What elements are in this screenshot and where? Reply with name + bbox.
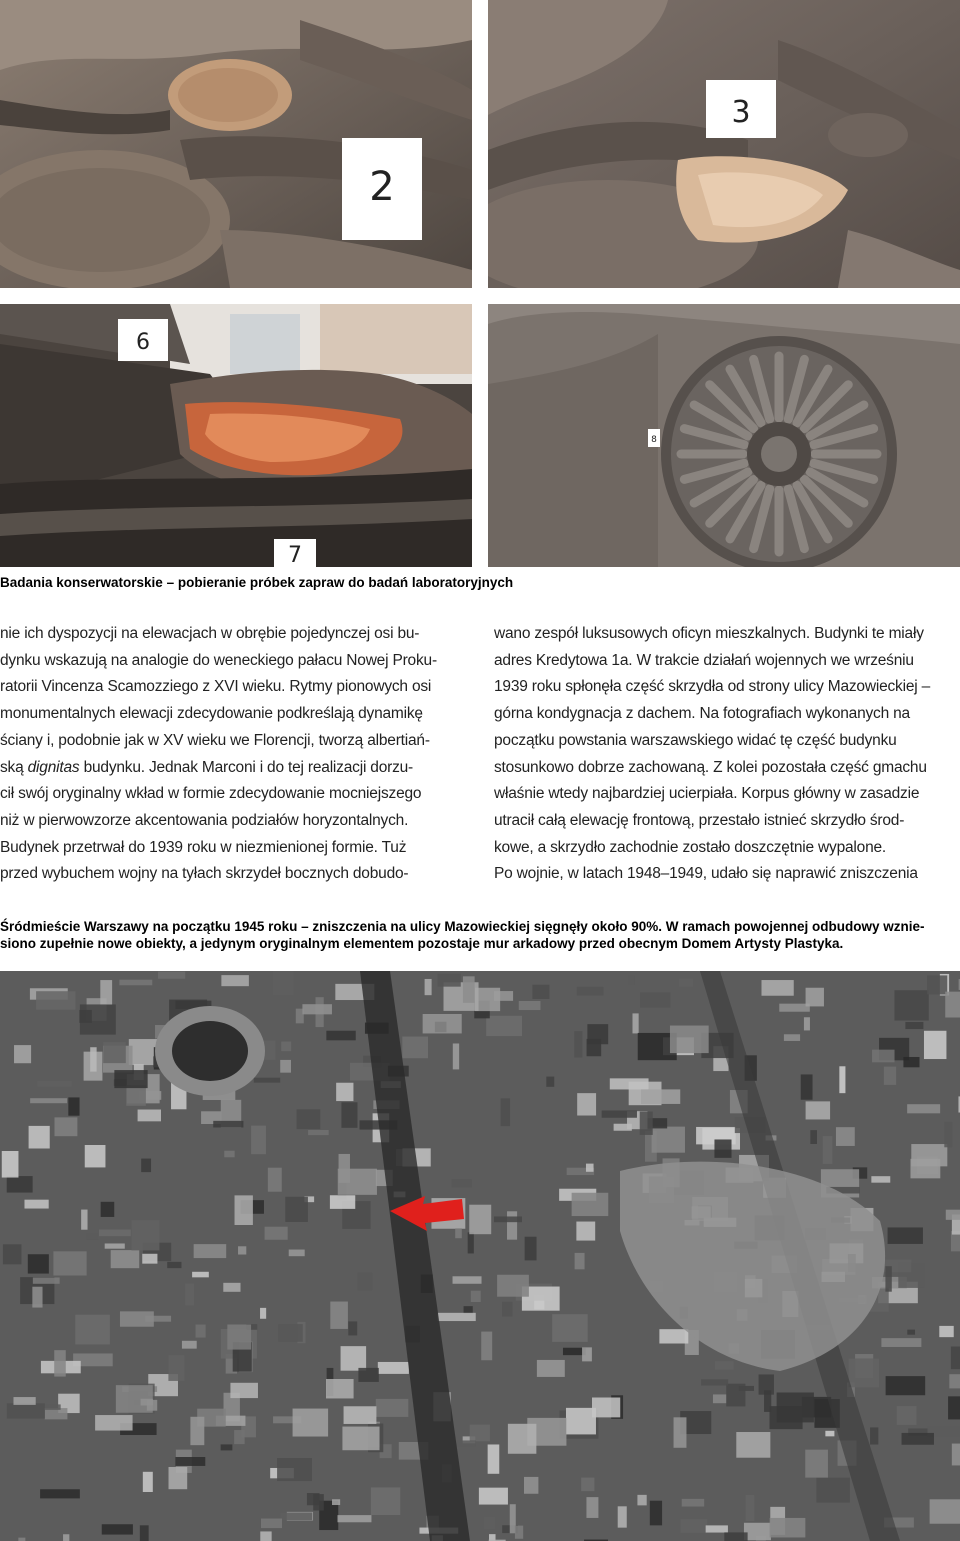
ruin-block [870, 1427, 878, 1444]
ruin-block [770, 1518, 806, 1538]
text-column-right [494, 621, 960, 888]
text-line: nie ich dyspozycji na elewacjach w obrębie pojedynczej osi bu- [0, 625, 420, 642]
text-line: ściany i, podobnie jak w XV wieku we Florencji, tworzą albertiań- [0, 731, 430, 749]
ruin-block [679, 979, 693, 987]
photo-sample-6-7-image [0, 304, 472, 567]
ruin-block [784, 1034, 800, 1041]
ruin-block [224, 1151, 234, 1158]
ruin-block [221, 975, 249, 986]
ruin-block [510, 1504, 516, 1533]
ruin-block [566, 1408, 596, 1435]
ruin-block [313, 1494, 324, 1510]
ruin-block [326, 1031, 355, 1041]
ruin-block [871, 1176, 890, 1182]
ruin-block [475, 988, 500, 1011]
ruin-block [100, 980, 112, 1005]
ruin-block [552, 1314, 588, 1342]
ruin-block [736, 1432, 770, 1458]
ruin-block [28, 1254, 49, 1273]
text-line: stosunkowo dobrze zachowaną. Z kolei pozostała część gmachu [494, 758, 927, 776]
ruin-block [488, 1444, 500, 1473]
ruin-block [234, 1430, 244, 1444]
ruin-block [158, 972, 185, 979]
ruin-block [902, 1433, 934, 1445]
ruin-block [836, 1127, 855, 1146]
ruin-block [342, 1427, 379, 1451]
ruin-block [618, 1506, 627, 1527]
photo-sample-2-image [0, 0, 472, 288]
ruin-block [888, 1227, 923, 1243]
ruin-block [537, 1360, 565, 1377]
caption-top: Badania konserwatorskie – pobieranie próbek zapraw do badań laboratoryjnych [0, 575, 514, 590]
ruin-block [265, 1227, 288, 1240]
ruin-block [278, 1324, 303, 1342]
ruin-block [285, 1197, 308, 1222]
ruin-block [681, 1519, 708, 1533]
ruin-block [120, 1311, 154, 1326]
text-line: niż w pierwowzorze akcentowania podziałów horyzontalnych. [0, 811, 409, 829]
ruin-block [357, 1273, 372, 1291]
ruin-block [470, 1425, 490, 1442]
ruin-block [924, 1031, 946, 1059]
text-line: dynku wskazują na analogie do weneckiego pałacu Nowej Proku- [0, 651, 437, 669]
ruin-block [453, 1043, 459, 1069]
ruin-block [574, 1031, 582, 1057]
ruin-block [628, 975, 635, 985]
ruin-block [341, 1346, 367, 1371]
ruin-block [45, 1404, 61, 1409]
ruin-block [185, 1284, 194, 1306]
ruin-block [805, 1450, 828, 1478]
ruin-block [63, 1534, 69, 1541]
ruin-block [587, 1024, 608, 1044]
ruin-block [260, 1308, 266, 1319]
ruin-block [280, 1060, 291, 1073]
ruin-block [13, 1397, 35, 1405]
ruin-block [111, 1250, 140, 1268]
caption-line: Śródmieście Warszawy na początku 1945 roku – zniszczenia na ulicy Mazowieckiej sięgnęły około 90%. W ramach powojennej odbudowy wznie- [0, 919, 925, 934]
ruin-block [337, 1515, 371, 1522]
ruin-block [105, 1243, 125, 1248]
text-line: właśnie wtedy najbardziej ucierpiała. Korpus główny w zasadzie [494, 785, 920, 803]
text-line: przed wybuchem wojny na tyłach skrzydeł bocznych dobudo- [0, 865, 409, 883]
ruin-block [175, 1457, 205, 1466]
ruin-block [575, 1253, 585, 1269]
photo-sample-6-7 [0, 304, 472, 567]
ruin-block [469, 1205, 491, 1235]
photo-rosette [488, 304, 960, 567]
ruin-block [102, 1524, 133, 1534]
ruin-block [29, 1126, 50, 1149]
marker-label: 6 [136, 330, 150, 355]
ruin-block [168, 1355, 184, 1381]
ruin-block [650, 1501, 662, 1526]
ruin-block [213, 1121, 243, 1128]
ruin-block [806, 988, 824, 1007]
ruin-block [577, 1093, 596, 1115]
ruin-block [348, 1321, 357, 1335]
ruin-block [182, 1341, 197, 1349]
ruin-block [592, 1398, 620, 1418]
aerial-photo-warsaw [0, 971, 960, 1541]
ruin-block [119, 980, 152, 986]
ruin-block [726, 1384, 745, 1407]
ruin-block [463, 976, 475, 1003]
ruin-block [745, 1495, 754, 1521]
ruin-block [235, 1195, 253, 1225]
ruin-block [637, 1495, 646, 1506]
ruin-block [801, 1074, 813, 1099]
ruin-block [143, 1472, 153, 1492]
ruin-block [479, 1488, 508, 1505]
ruin-block [435, 1022, 447, 1032]
ruin-block [944, 1122, 952, 1147]
ruin-block [586, 1497, 598, 1518]
text-line: górna kondygnacja z dachem. Na fotografiach wykonanych na [494, 705, 910, 723]
ruin-block [586, 1164, 594, 1172]
ruin-block [525, 1237, 537, 1261]
ruin-block [30, 1098, 67, 1103]
ruin-block [894, 990, 928, 1020]
ruin-block [85, 1145, 106, 1167]
ruin-block [481, 1332, 492, 1361]
text-line: Po wojnie, w latach 1948–1949, udało się naprawić zniszczenia [494, 865, 918, 883]
ruin-block [494, 1216, 522, 1222]
ruin-block [823, 1136, 833, 1164]
ruin-block [251, 1126, 266, 1155]
ruin-block [886, 1376, 926, 1395]
ruin-block [114, 1070, 147, 1088]
ruin-block [910, 1159, 940, 1179]
ruin-block [280, 1513, 312, 1520]
ruin-block [297, 1109, 321, 1129]
ruin-block [581, 1478, 594, 1492]
photo-sample-3 [488, 0, 960, 288]
ruin-block [261, 1519, 282, 1529]
text-line: cił swój oryginalny wkład w formie zdecydowanie mocniejszego [0, 785, 422, 803]
ruin-block [640, 992, 670, 1007]
ruin-block [582, 1347, 592, 1361]
ruin-block [532, 985, 549, 999]
ruin-block [884, 1067, 896, 1085]
text-line: adres Kredytowa 1a. W trakcie działań wojennych we wrześniu [494, 651, 914, 669]
ruin-block [438, 974, 461, 987]
ruin-block [7, 1403, 45, 1418]
ruin-block [341, 1102, 357, 1128]
marker-label: 3 [731, 95, 751, 130]
ruin-block [260, 1531, 271, 1541]
ruin-block [53, 1251, 86, 1275]
ruin-block [376, 1399, 409, 1417]
ruin-block [37, 1081, 71, 1087]
marker-label: 8 [651, 435, 657, 445]
ruin-block [169, 1467, 188, 1489]
ruin-block [779, 1004, 810, 1012]
ruin-block [640, 1112, 653, 1135]
ruin-block [33, 1278, 60, 1284]
ruin-block [90, 1047, 96, 1071]
ruin-block [141, 1159, 151, 1173]
ruin-block [761, 980, 793, 996]
ruin-block [464, 1306, 473, 1313]
ruin-block [949, 1374, 960, 1388]
ruin-block [272, 971, 293, 995]
aerial-photo-image [0, 971, 960, 1541]
ruin-block [452, 1179, 472, 1187]
ruin-block [223, 1283, 240, 1292]
ruin-block [140, 1525, 149, 1541]
ruin-block [602, 1110, 637, 1117]
ruin-block [138, 1110, 161, 1122]
ruin-block [897, 1406, 917, 1425]
ruin-block [682, 1499, 704, 1507]
ruin-block [402, 1037, 428, 1059]
ruin-block [40, 1489, 80, 1498]
ruin-block [576, 1222, 595, 1241]
text-line: ratorii Vincenza Scamozziego z XVI wieku. Rytmy pionowych osi [0, 678, 432, 696]
ruin-block [330, 1195, 355, 1209]
ruin-block [872, 1050, 894, 1063]
ruin-block [927, 975, 947, 994]
ruin-block [378, 1362, 409, 1374]
ruin-block [515, 1526, 523, 1539]
ruin-block [674, 1417, 687, 1447]
ruin-block [508, 1424, 536, 1454]
ruin-block [344, 1406, 377, 1424]
ruin-block [706, 1525, 728, 1532]
ruin-block [848, 1358, 879, 1387]
ruin-block [810, 1130, 817, 1144]
ruin-block [68, 1097, 79, 1115]
ruin-block [308, 1130, 329, 1135]
ruin-block [777, 1392, 814, 1422]
ruin-block [18, 1538, 25, 1541]
ruin-block [268, 1168, 282, 1192]
text-line [0, 755, 465, 782]
ruin-block [358, 1368, 378, 1382]
ruin-block [502, 1302, 512, 1317]
ruin-block [659, 1329, 688, 1343]
ruin-block [501, 1098, 510, 1126]
ruin-block [804, 1017, 810, 1030]
ruin-block [806, 1101, 830, 1119]
ruin-block [881, 1338, 921, 1347]
ruin-block [254, 1078, 280, 1083]
ruin-block [714, 1139, 731, 1157]
ruin-block [497, 1275, 529, 1297]
ruin-block [546, 1077, 554, 1087]
text-run: budynku. Jednak Marconi i do tej realizacji dorzu- [79, 758, 414, 776]
ruin-block [99, 1229, 131, 1236]
text-line: Budynek przetrwał do 1939 roku w niezmienionej formie. Tuż [0, 838, 407, 856]
ruin-block [332, 1499, 340, 1505]
ruin-block [230, 1383, 258, 1398]
ruin-block [330, 1302, 348, 1329]
ruin-block [371, 1487, 400, 1515]
ruin-block [764, 1390, 771, 1412]
ruin-block [24, 1200, 48, 1209]
ruin-block [641, 1089, 680, 1104]
ruin-block [302, 1004, 332, 1014]
ruin-block [524, 1477, 538, 1494]
ruin-block [507, 1211, 517, 1239]
text-italic: dignitas [27, 758, 80, 776]
ruin-block [3, 1244, 22, 1264]
ruin-block [289, 1250, 305, 1257]
ruin-block [905, 1022, 923, 1029]
ruin-block [948, 1396, 960, 1419]
marker-label: 7 [288, 543, 302, 567]
ruin-block [221, 1444, 233, 1450]
text-line: monumentalnych elewacji zdecydowanie podkreślają dynamikę [0, 705, 423, 723]
ruin-block [277, 1458, 312, 1481]
ruin-block [86, 1233, 98, 1240]
photo-sample-2 [0, 0, 472, 288]
ruin-block [2, 1151, 19, 1178]
ruin-block [293, 1409, 329, 1437]
ruin-block [907, 1330, 915, 1335]
text-line: 1939 roku spłonęła część skrzydła od strony ulicy Mazowieckiej – [494, 678, 931, 696]
text-line: początku powstania warszawskiego widać tę część budynku [494, 731, 897, 749]
ruin-block [610, 1078, 649, 1089]
ruin-block [455, 1228, 462, 1238]
ruin-block [652, 1127, 685, 1153]
ruin-block [238, 1246, 246, 1254]
ruin-block [55, 1117, 78, 1136]
ruin-block [54, 1350, 66, 1376]
ruin-block [930, 1499, 960, 1523]
text-line: kowe, a skrzydło zachodnie zostało doszczętnie wypalone. [494, 838, 887, 856]
ruin-block [95, 1415, 132, 1430]
ruin-block [336, 1083, 353, 1101]
ruin-block [825, 1431, 834, 1437]
photo-sample-3-image [488, 0, 960, 288]
ruin-block [227, 1325, 251, 1350]
ruin-block [338, 1169, 377, 1195]
ruin-block [724, 1532, 747, 1541]
ruin-block [142, 1254, 157, 1264]
ruin-block [903, 1057, 919, 1067]
ruin-block [196, 1325, 206, 1338]
marker-label: 2 [369, 164, 395, 210]
ruin-block [744, 1523, 771, 1540]
ruin-block [816, 1478, 849, 1503]
text-line: utracił całą elewację frontową, przestało istnieć skrzydło środ- [494, 811, 905, 829]
ruin-block [7, 1176, 33, 1192]
ruin-block [326, 1379, 354, 1398]
ruin-block [141, 1399, 153, 1406]
ruin-block [701, 1379, 728, 1385]
ruin-block [715, 1361, 734, 1370]
ruin-block [572, 1193, 609, 1216]
ruin-block [713, 1394, 726, 1403]
caption-line: siono zupełnie nowe obiekty, a jedynym oryginalnym elementem pozostaje mur arkadowy przed obecnym Domem Artysty Plastyka. [0, 936, 844, 951]
ruin-block [81, 1210, 87, 1230]
ruin-block [131, 1220, 159, 1250]
ruin-block [670, 1026, 709, 1054]
ruin-block [484, 1516, 495, 1529]
ruin-block [951, 1347, 960, 1370]
ruin-block [14, 1045, 31, 1063]
ruin-block [126, 1085, 146, 1106]
ruin-block [194, 1244, 227, 1258]
ruin-block [632, 1013, 638, 1033]
ruin-block [438, 1313, 476, 1321]
ruin-block [952, 1444, 960, 1466]
ruin-block [885, 1266, 891, 1292]
ruin-block [453, 1276, 482, 1283]
ruin-block [103, 1042, 126, 1063]
ruin-block [36, 991, 75, 1009]
ruin-block [167, 1262, 181, 1268]
text-column-left [0, 621, 465, 888]
ruin-block [839, 1066, 845, 1093]
ruin-block [939, 1326, 953, 1337]
ruin-block [577, 987, 604, 996]
ruin-block [945, 992, 960, 1018]
photo-rosette-image [488, 304, 960, 567]
caption-bottom [0, 918, 925, 952]
ruin-block [80, 1004, 116, 1034]
ruin-block [946, 1210, 960, 1220]
ruin-block [281, 1041, 291, 1051]
ruin-block [101, 1202, 115, 1217]
text-line: wano zespół luksusowych oficyn mieszkalnych. Budynki te miały [494, 625, 924, 642]
ruin-block [75, 1315, 110, 1345]
ruin-block [471, 1291, 481, 1302]
ruin-block [907, 1104, 940, 1113]
ruin-block [519, 1001, 541, 1010]
text-run: ską [0, 758, 28, 776]
ruin-block [32, 1287, 42, 1308]
ruin-block [192, 1272, 209, 1278]
ruin-block [190, 1417, 204, 1445]
ruin-block [425, 979, 432, 995]
ruin-block [486, 1016, 522, 1036]
ruin-block [468, 1232, 474, 1253]
